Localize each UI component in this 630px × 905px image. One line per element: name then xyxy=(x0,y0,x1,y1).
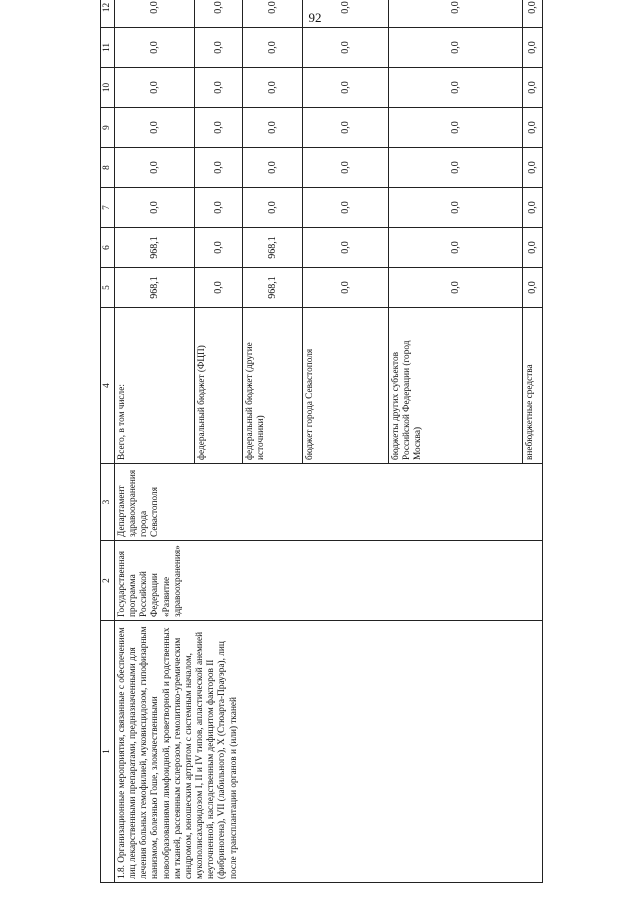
executor: Департамент здравоохранения города Севастополя xyxy=(115,464,543,541)
table-cell: 0,0 xyxy=(389,0,523,28)
table-cell: 0,0 xyxy=(243,68,303,108)
table-cell: 0,0 xyxy=(195,148,243,188)
table-cell: 0,0 xyxy=(303,228,389,268)
table-cell: 0,0 xyxy=(389,28,523,68)
table-cell: 0,0 xyxy=(115,28,195,68)
table-cell: 0,0 xyxy=(243,148,303,188)
table-cell: 0,0 xyxy=(303,188,389,228)
table-cell: 0,0 xyxy=(195,188,243,228)
table-cell: 968,1 xyxy=(115,228,195,268)
column-number: 8 xyxy=(101,148,115,188)
table-cell: 0,0 xyxy=(389,108,523,148)
column-number: 7 xyxy=(101,188,115,228)
table-cell: 0,0 xyxy=(303,148,389,188)
funding-source: Всего, в том числе: xyxy=(115,308,195,464)
column-number: 11 xyxy=(101,28,115,68)
column-number: 1 xyxy=(101,621,115,883)
table-cell: 0,0 xyxy=(115,148,195,188)
table-cell: 0,0 xyxy=(303,108,389,148)
program-name: Государственная программа Российской Федерации «Развитие здравоохранения» xyxy=(115,541,543,621)
funding-source: бюджеты других субъектов Российской Федерации (город Москва) xyxy=(389,308,523,464)
table-cell: 0,0 xyxy=(523,188,543,228)
column-number: 3 xyxy=(101,464,115,541)
table-cell: 0,0 xyxy=(389,188,523,228)
table-cell: 968,1 xyxy=(243,268,303,308)
funding-source: федеральный бюджет (ФЦП) xyxy=(195,308,243,464)
table-cell: 0,0 xyxy=(303,28,389,68)
funding-source: внебюджетные средства xyxy=(523,308,543,464)
table-cell: 0,0 xyxy=(523,108,543,148)
table-cell: 968,1 xyxy=(243,228,303,268)
table-cell: 0,0 xyxy=(389,268,523,308)
table-cell: 0,0 xyxy=(195,0,243,28)
column-number-row xyxy=(101,0,115,883)
table-cell: 0,0 xyxy=(243,0,303,28)
table-cell: 0,0 xyxy=(523,0,543,28)
column-number: 6 xyxy=(101,228,115,268)
table-cell: 0,0 xyxy=(303,268,389,308)
table-cell: 0,0 xyxy=(115,108,195,148)
table-cell: 0,0 xyxy=(389,68,523,108)
column-number: 10 xyxy=(101,68,115,108)
table-cell: 968,1 xyxy=(115,268,195,308)
table-cell: 0,0 xyxy=(115,188,195,228)
table-cell: 0,0 xyxy=(195,268,243,308)
table-cell: 0,0 xyxy=(389,228,523,268)
table-cell: 0,0 xyxy=(523,228,543,268)
column-number: 2 xyxy=(101,541,115,621)
table-row xyxy=(115,0,195,883)
column-number: 12 xyxy=(101,0,115,28)
table-cell: 0,0 xyxy=(389,148,523,188)
table-cell: 0,0 xyxy=(303,68,389,108)
column-number: 9 xyxy=(101,108,115,148)
funding-source: бюджет города Севастополя xyxy=(303,308,389,464)
table-cell: 0,0 xyxy=(243,188,303,228)
table-cell: 0,0 xyxy=(115,68,195,108)
table-cell: 0,0 xyxy=(523,68,543,108)
table-cell: 0,0 xyxy=(243,28,303,68)
page-number: 92 xyxy=(308,10,322,25)
column-number: 5 xyxy=(101,268,115,308)
funding-source: федеральный бюджет (другие источники) xyxy=(243,308,303,464)
table-cell: 0,0 xyxy=(195,28,243,68)
table-cell: 0,0 xyxy=(243,108,303,148)
measure-description: 1.8. Организационные мероприятия, связанные с обеспечением лиц лекарственными препаратами, предназначенными для лечения больных гемофилией, муковисцидозом, гипофизарным нанизмом, болезнью Гоше, злокачественными новообразованиями лимфоидной, кроветворной и родственных им тканей, рассеянным склерозом, гемолитико-уремическим синдромом, юношеским артритом с системным началом, мукополисахаридозом I, II и IV типов, апластической анемией неуточненной, наследственным дефицитом факторов II (фибриногена), VII (лабильного), X (Стюарта-Прауэра), лиц после трансплантации органов и (или) тканей xyxy=(115,621,543,883)
table-cell: 0,0 xyxy=(523,148,543,188)
column-number: 4 xyxy=(101,308,115,464)
budget-table xyxy=(100,0,543,883)
table-cell: 0,0 xyxy=(195,68,243,108)
table-cell: 0,0 xyxy=(303,0,389,28)
table-cell: 0,0 xyxy=(115,0,195,28)
table-cell: 0,0 xyxy=(195,228,243,268)
table-cell: 0,0 xyxy=(523,28,543,68)
table-cell: 0,0 xyxy=(523,268,543,308)
table-cell: 0,0 xyxy=(195,108,243,148)
